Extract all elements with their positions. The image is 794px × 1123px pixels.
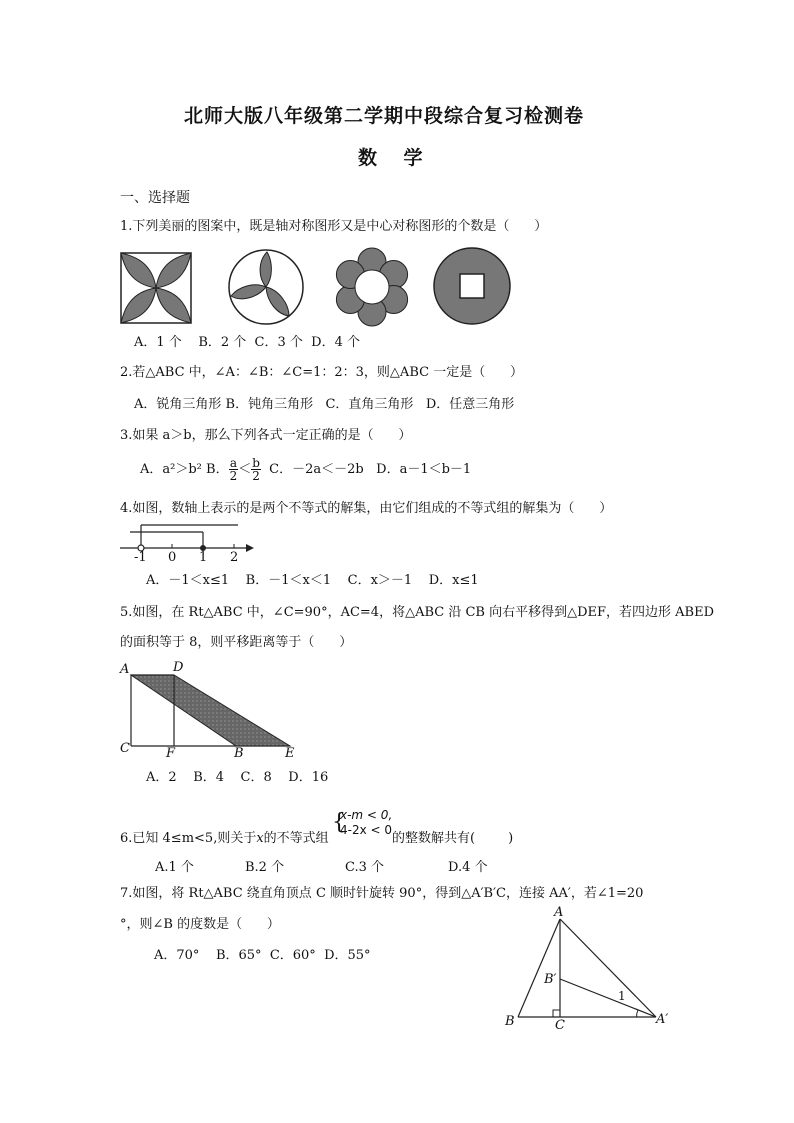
q5-label-f: F <box>166 746 176 761</box>
q6-variable-x: x <box>256 831 264 846</box>
q4-options: A．－1＜x≤1 B．－1＜x＜1 C．x＞－1 D．x≤1 <box>146 573 479 588</box>
paper-title: 北师大版八年级第二学期中段综合复习检测卷 <box>184 105 585 127</box>
q3-stem: 3.如果 a＞b，那么下列各式一定正确的是（ ） <box>120 428 412 443</box>
q1-figure-square-petals <box>120 252 192 324</box>
q6-option-a: A.1 个 <box>155 860 194 875</box>
q7-label-b-prime: B′ <box>544 972 557 987</box>
q1-figure-circle-blades <box>227 248 305 326</box>
q1-stem: 1.下列美丽的图案中，既是轴对称图形又是中心对称图形的个数是（ ） <box>120 219 548 234</box>
q7-options: A．70° B．65° C．60° D．55° <box>154 948 371 963</box>
q7-label-a: A <box>554 905 564 920</box>
q7-stem-line1: 7.如图，将 Rt△ABC 绕直角顶点 C 顺时针旋转 90°，得到△A′B′C，连接 AA′，若∠1=20 <box>120 886 644 901</box>
q5-label-e: E <box>285 746 295 761</box>
q4-axis-label-neg1: -1 <box>134 550 147 565</box>
q7-rotation-figure <box>510 915 660 1025</box>
q3-fraction-a-over-2: $\frac{a}{2}$ <box>229 456 238 483</box>
q5-label-c: C <box>120 741 130 756</box>
q5-options: A．2 B．4 C．8 D．16 <box>146 770 329 785</box>
q4-axis-label-0: 0 <box>168 550 177 565</box>
q5-label-a: A <box>120 662 130 677</box>
q5-stem-line2: 的面积等于 8，则平移距离等于（ ） <box>120 635 353 650</box>
q3-less-than: ＜ <box>238 462 252 477</box>
q7-stem-line2: °，则∠B 的度数是（ ） <box>120 917 280 932</box>
q6-system-line2: 4-2x < 0 <box>340 823 393 837</box>
q5-translation-figure <box>120 660 310 760</box>
q3-options-rest: C．－2a＜－2b D．a－1＜b－1 <box>260 462 472 477</box>
q7-label-a-prime: A′ <box>656 1012 669 1027</box>
q5-label-d: D <box>173 660 184 675</box>
q6-system-line1: x-m < 0, <box>340 808 393 822</box>
q4-stem: 4.如图，数轴上表示的是两个不等式的解集，由它们组成的不等式组的解集为（ ） <box>120 501 613 516</box>
q1-figure-coin <box>432 246 512 326</box>
q4-axis-label-1: 1 <box>199 550 208 565</box>
q4-axis-label-2: 2 <box>230 550 239 565</box>
q3-option-a: A．a²＞b² B． <box>140 462 229 477</box>
q5-stem-line1: 5.如图，在 Rt△ABC 中，∠C=90°，AC=4，将△ABC 沿 CB 向右平移得到△DEF，若四边形 ABED <box>120 605 715 620</box>
q7-label-c: C <box>555 1018 565 1033</box>
q1-options: A．1 个 B．2 个 C．3 个 D．4 个 <box>134 335 360 350</box>
q5-label-b: B <box>234 746 244 761</box>
q3-fraction-b-over-2: $\frac{b}{2}$ <box>252 456 260 483</box>
q7-label-b: B <box>505 1014 515 1029</box>
q6-option-d: D.4 个 <box>448 860 488 875</box>
q3-options <box>140 456 471 484</box>
q2-stem: 2.若△ABC 中，∠A：∠B：∠C=1：2：3，则△ABC 一定是（ ） <box>120 365 523 380</box>
section-choice-heading: 一、选择题 <box>120 190 190 206</box>
q6-option-c: C.3 个 <box>345 860 385 875</box>
q6-stem: 6.已知 4≤m<5,则关于x的不等式组 <box>120 831 329 846</box>
q1-figure-flower <box>333 248 411 326</box>
q2-options: A．锐角三角形 B．钝角三角形 C．直角三角形 D．任意三角形 <box>134 397 515 412</box>
q6-brace: { <box>332 810 346 835</box>
paper-subject: 数 学 <box>358 147 423 169</box>
q6-option-b: B.2 个 <box>245 860 285 875</box>
q7-label-angle-1: 1 <box>618 989 626 1003</box>
q6-stem-post: 的整数解共有( ) <box>392 831 514 846</box>
